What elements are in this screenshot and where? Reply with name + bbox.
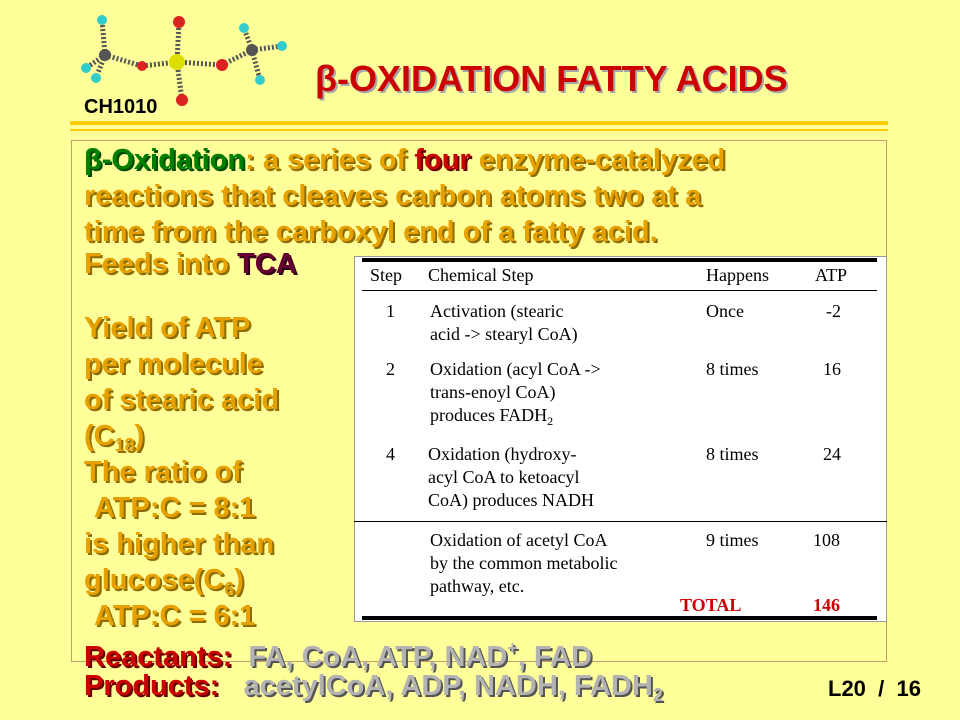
table-cell-step: 4 [386,444,395,464]
course-code: CH1010 [84,96,158,118]
reactants-label: Reactants: [84,641,233,673]
header-chemical-step: Chemical Step [428,265,534,285]
reactants-list: FA, CoA, ATP, NAD+, FAD [248,638,592,673]
table-rule-header [362,290,877,291]
table-total-label: TOTAL [680,595,742,615]
page-number: L20 / 16 [828,676,921,701]
yield-text [84,310,279,634]
feeds-prefix: Feeds into [84,248,238,280]
products-line [84,668,663,713]
feeds-line [84,246,297,282]
table-rule-top [362,258,877,262]
molecule-model-icon [72,10,302,110]
table-cell-happens: 8 times [706,359,759,379]
intro-line3: time from the carboxyl end of a fatty acid. [84,216,658,248]
table-cell-atp: -2 [826,301,841,321]
table-cell-happens: 9 times [706,530,759,550]
table-total-value: 146 [813,595,840,615]
intro-term: β-Oxidation [84,144,246,176]
table-cell-chem: Oxidation of acetyl CoA by the common metabolic pathway, etc. [430,530,618,596]
table-cell-chem: Oxidation (hydroxy- acyl CoA to ketoacyl CoA) produces NADH [428,444,594,510]
table-cell-atp: 24 [823,444,841,464]
table-cell-atp: 108 [813,530,840,550]
yield-line: per molecule [84,348,263,380]
title-rule-thin [70,129,888,131]
intro-paragraph [84,142,725,250]
yield-line: of stearic acid [84,384,280,416]
table-cell-step: 1 [386,301,395,321]
slide-title: β-OXIDATION FATTY ACIDS [315,58,788,99]
table-cell-step: 2 [386,359,395,379]
intro-sep: : [245,144,263,176]
title-rule [70,121,888,125]
yield-line: ATP:C = 6:1 [94,600,256,632]
header-atp: ATP [815,265,848,285]
feeds-target: TCA [237,248,297,280]
header-step: Step [370,265,403,285]
products-list: acetylCoA, ADP, NADH, $FADH_2$ [243,670,663,705]
yield-line: The ratio of [84,456,242,488]
table-cell-happens: 8 times [706,444,759,464]
yield-line: $(C_{18})$ [84,420,145,455]
yield-line: Yield of ATP [84,312,251,344]
intro-emph: four [414,144,471,176]
table-cell-happens: Once [706,301,744,321]
products-label: Products: [84,670,220,702]
header-happens: Happens [706,265,769,285]
intro-line2: reactions that cleaves carbon atoms two at a [84,180,702,212]
yield-line: ATP:C = 8:1 [94,492,256,524]
intro-part2: enzyme-catalyzed [470,144,726,176]
yield-line: is higher than [84,528,275,560]
table-cell-chem: Activation (stearic acid -> stearyl CoA) [430,301,578,344]
table-rule-bottom [362,616,877,620]
table-rule-mid [354,521,887,522]
intro-part1: a series of [262,144,415,176]
table-cell-chem: Oxidation (acyl CoA -> trans-enoyl CoA) produces $FADH_2$ [430,359,601,428]
table-cell-atp: 16 [823,359,841,379]
yield-line: $glucose(C_6)$ [84,564,244,599]
